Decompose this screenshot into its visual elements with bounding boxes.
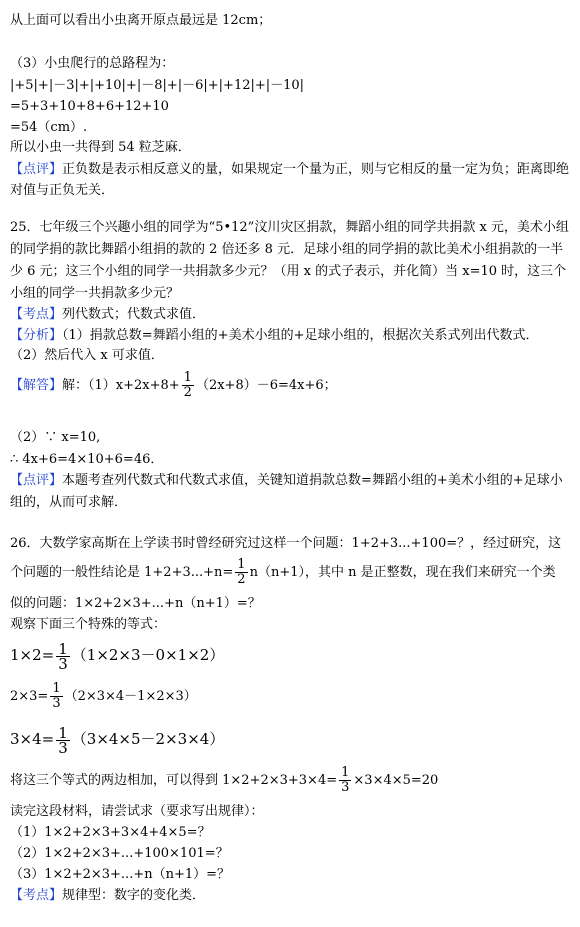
question-text: n（n+1），其中 n 是正整数，现在我们来研究一个类 <box>249 565 556 580</box>
equation-rhs: （1×2×3－0×1×2） <box>71 646 225 664</box>
text-line: 所以小虫一共得到 54 粒芝麻． <box>10 140 191 155</box>
equation-1 <box>10 638 224 672</box>
fraction-denominator: 3 <box>341 780 350 795</box>
equation-lhs: 3×4= <box>10 730 55 748</box>
equation-3 <box>10 722 224 756</box>
text-line: |+5|+|－3|+|+10|+|－8|+|－6|+|+12|+|－10| <box>10 78 305 93</box>
question-25: 25．七年级三个兴趣小组的同学为“5•12”汶川灾区捐款，舞蹈小组的同学共捐款 x 元，美术小组的同学捐的款比舞蹈小组捐的款的 2 倍还多 8 元．足球小组的同学捐的款比美术小组捐款的一半少 6 元；这三个小组的同学一共捐款多少元？（用 x 的式子表示，并化简）当 x=10 时，这三个小组的同学一共捐款多少元？ <box>10 220 569 301</box>
solution-expression: 解：（1）x+2x+8+ <box>62 378 180 393</box>
task-line: （1）1×2+2×3+3×4+4×5=？ <box>10 825 211 840</box>
exam-point-text: 列代数式；代数式求值． <box>62 307 206 322</box>
fraction-denominator: 3 <box>58 738 68 757</box>
fraction <box>182 371 194 400</box>
solution-line: （2）∵ x=10, <box>10 430 101 445</box>
fraction-denominator: 2 <box>183 385 192 400</box>
fraction <box>339 766 351 795</box>
comment-tag: 【点评】 <box>10 162 63 177</box>
equation-rhs: （2×3×4－1×2×3） <box>64 689 197 704</box>
instruction-line: 读完这段材料，请尝试求（要求写出规律）： <box>10 804 264 819</box>
question-26-line: 似的问题：1×2+2×3+...+n（n+1）=？ <box>10 596 261 611</box>
fraction-denominator: 3 <box>52 696 61 711</box>
fraction-denominator: 3 <box>58 654 68 673</box>
question-26-line <box>10 556 556 590</box>
analysis-text: （1）捐款总数=舞蹈小组的+美术小组的+足球小组的，根据次关系式列出代数式． <box>62 328 539 343</box>
comment-text: 本题考查列代数式和代数式求值，关键知道捐款总数=舞蹈小组的+美术小组的+足球小组的，从而可求解． <box>10 473 563 510</box>
question-text: 个问题的一般性结论是 1+2+3...+n= <box>10 565 234 580</box>
sum-text: ×3×4×5=20 <box>353 773 439 788</box>
exam-point-block <box>10 887 205 905</box>
fraction-numerator: 1 <box>58 723 68 742</box>
sum-line <box>10 764 438 798</box>
sum-text: 将这三个等式的两边相加，可以得到 1×2+2×3+3×4= <box>10 773 338 788</box>
text-line: =5+3+10+8+6+12+10 <box>10 99 169 114</box>
text-line: 从上面可以看出小虫离开原点最远是 12cm； <box>10 13 272 28</box>
analysis-tag: 【分析】 <box>10 328 63 343</box>
equation-lhs: 2×3= <box>10 689 49 704</box>
fraction-numerator: 1 <box>237 557 246 572</box>
exam-point-tag: 【考点】 <box>10 307 63 322</box>
fraction <box>56 639 70 673</box>
task-line: （2）1×2+2×3+...+100×101=？ <box>10 846 229 861</box>
fraction-numerator: 1 <box>52 681 61 696</box>
solution-expression: （2x+8）－6=4x+6； <box>195 378 337 393</box>
fraction-numerator: 1 <box>183 370 192 385</box>
fraction <box>235 558 247 587</box>
comment-text: 正负数是表示相反意义的量，如果规定一个量为正，则与它相反的量一定为负；距离即绝对值与正负无关． <box>10 162 570 198</box>
exam-point-block <box>10 306 205 324</box>
fraction-numerator: 1 <box>341 765 350 780</box>
solution-line <box>10 369 337 403</box>
equation-lhs: 1×2= <box>10 646 55 664</box>
analysis-block <box>10 327 538 345</box>
fraction <box>56 723 70 757</box>
comment-block <box>10 159 572 201</box>
exam-point-text: 规律型：数字的变化类． <box>62 888 206 903</box>
solution-tag: 【解答】 <box>10 378 63 393</box>
fraction-denominator: 2 <box>237 572 246 587</box>
question-26-line: 观察下面三个特殊的等式： <box>10 617 167 632</box>
fraction-numerator: 1 <box>58 639 68 658</box>
question-26-line: 26．大数学家高斯在上学读书时曾经研究过这样一个问题：1+2+3...+100=？，经过研究，这 <box>10 536 562 551</box>
task-line: （3）1×2+2×3+...+n（n+1）=？ <box>10 867 231 882</box>
solution-line: ∴ 4x+6=4×10+6=46． <box>10 452 164 467</box>
text-line: （3）小虫爬行的总路程为： <box>10 56 175 71</box>
exam-point-tag: 【考点】 <box>10 888 63 903</box>
text-line: =54（cm）. <box>10 120 88 135</box>
equation-rhs: （3×4×5－2×3×4） <box>71 730 225 748</box>
comment-tag: 【点评】 <box>10 473 63 488</box>
equation-2 <box>10 680 197 714</box>
analysis-line: （2）然后代入 x 可求值． <box>10 348 164 363</box>
fraction <box>50 682 62 711</box>
comment-block <box>10 470 572 514</box>
